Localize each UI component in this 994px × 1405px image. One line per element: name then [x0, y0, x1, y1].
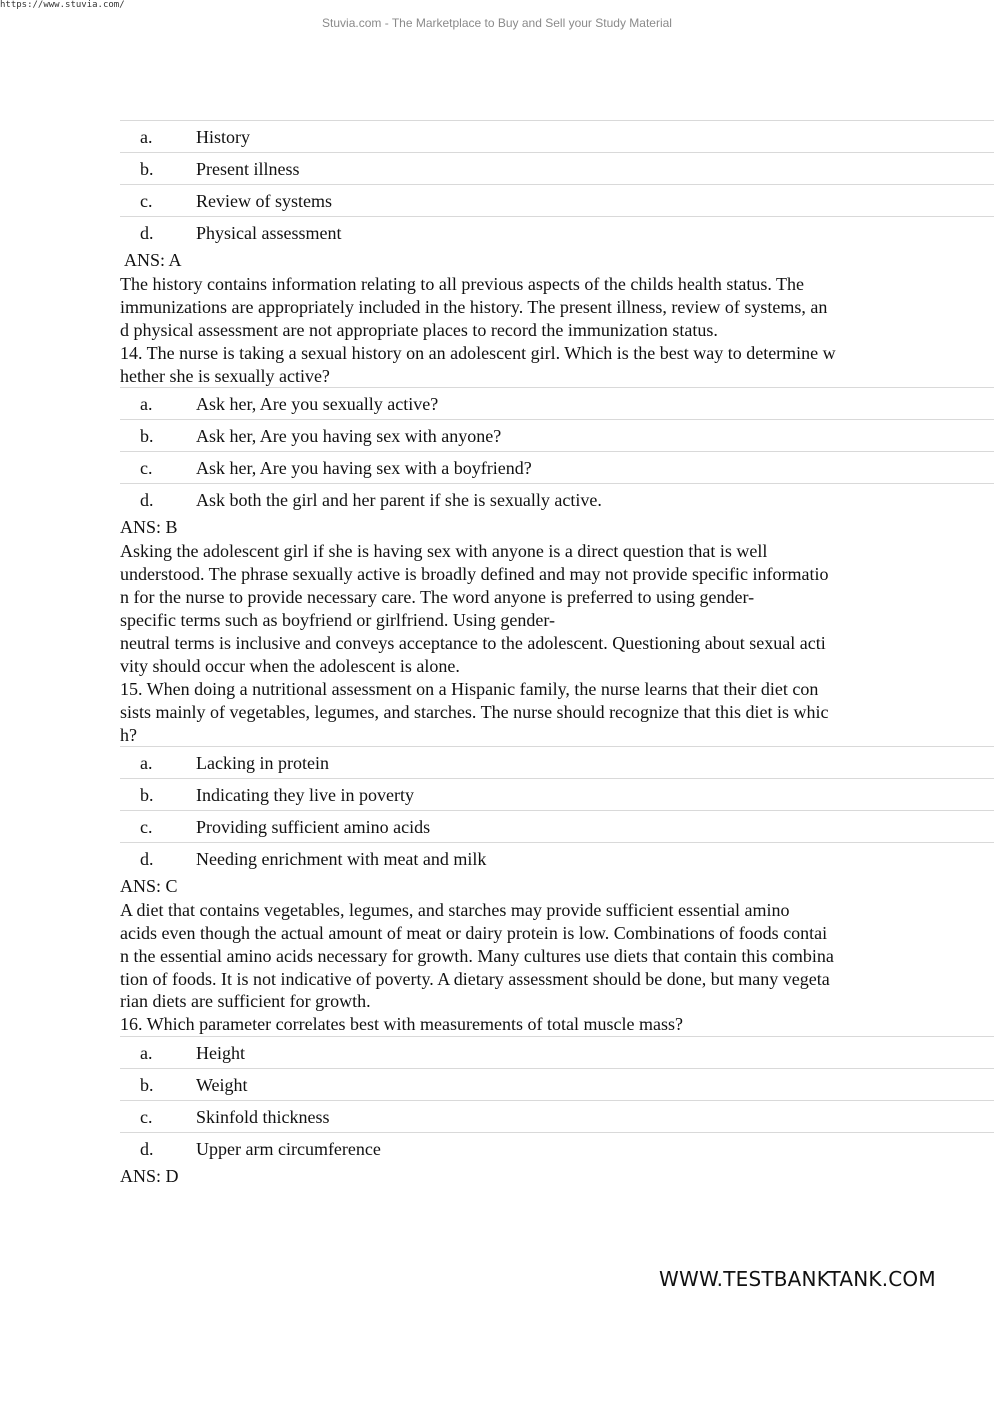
- answer-key: ANS: C: [120, 876, 178, 896]
- option-text: Upper arm circumference: [196, 1139, 381, 1159]
- option-row: [120, 746, 994, 778]
- option-text: Needing enrichment with meat and milk: [196, 849, 487, 869]
- option-row: [120, 120, 994, 152]
- option-text: Weight: [196, 1075, 248, 1095]
- option-letter: c.: [140, 817, 153, 837]
- option-letter: c.: [140, 1107, 153, 1127]
- option-row: [120, 451, 994, 483]
- answer-key: ANS: B: [120, 517, 178, 537]
- option-letter: b.: [140, 1075, 154, 1095]
- option-row: [120, 842, 994, 874]
- option-text: Skinfold thickness: [196, 1107, 330, 1127]
- option-letter: d.: [140, 223, 154, 243]
- rationale-line: n for the nurse to provide necessary care. The word anyone is preferred to using gender-: [120, 587, 755, 607]
- option-letter: a.: [140, 127, 153, 147]
- site-header: Stuvia.com - The Marketplace to Buy and Sell your Study Material: [322, 16, 672, 30]
- option-text: Present illness: [196, 159, 300, 179]
- question-text: sists mainly of vegetables, legumes, and starches. The nurse should recognize that this diet is whic: [120, 702, 829, 722]
- rationale-line: rian diets are sufficient for growth.: [120, 991, 371, 1011]
- option-text: Providing sufficient amino acids: [196, 817, 431, 837]
- option-row: [120, 1132, 994, 1164]
- option-letter: a.: [140, 753, 153, 773]
- rationale-line: d physical assessment are not appropriate places to record the immunization status.: [120, 320, 718, 340]
- option-letter: b.: [140, 159, 154, 179]
- option-row: [120, 152, 994, 184]
- rationale-line: understood. The phrase sexually active is broadly defined and may not provide specific informatio: [120, 564, 829, 584]
- rationale-line: neutral terms is inclusive and conveys acceptance to the adolescent. Questioning about sexual acti: [120, 633, 826, 653]
- rationale-line: n the essential amino acids necessary for growth. Many cultures use diets that contain this combina: [120, 946, 834, 966]
- answer-key: ANS: D: [120, 1166, 179, 1186]
- option-row: [120, 387, 994, 419]
- option-text: Ask her, Are you having sex with a boyfriend?: [196, 458, 532, 478]
- option-letter: a.: [140, 394, 153, 414]
- option-letter: a.: [140, 1043, 153, 1063]
- option-letter: d.: [140, 849, 154, 869]
- rationale-line: specific terms such as boyfriend or girlfriend. Using gender-: [120, 610, 556, 630]
- rationale-line: tion of foods. It is not indicative of poverty. A dietary assessment should be done, but many vegeta: [120, 969, 830, 989]
- option-row: [120, 184, 994, 216]
- option-row: [120, 1100, 994, 1132]
- option-letter: b.: [140, 426, 154, 446]
- option-text: Ask both the girl and her parent if she is sexually active.: [196, 490, 602, 510]
- option-letter: d.: [140, 1139, 154, 1159]
- option-text: History: [196, 127, 250, 147]
- option-text: Lacking in protein: [196, 753, 329, 773]
- option-letter: c.: [140, 191, 153, 211]
- option-row: [120, 778, 994, 810]
- question-text: 15. When doing a nutritional assessment on a Hispanic family, the nurse learns that their diet con: [120, 679, 819, 699]
- question-text: 16. Which parameter correlates best with measurements of total muscle mass?: [120, 1014, 683, 1034]
- option-text: Ask her, Are you sexually active?: [196, 394, 439, 414]
- option-text: Ask her, Are you having sex with anyone?: [196, 426, 502, 446]
- source-url[interactable]: https://www.stuvia.com/: [0, 0, 125, 10]
- rationale-line: acids even though the actual amount of meat or dairy protein is low. Combinations of foods contai: [120, 923, 828, 943]
- option-row: [120, 1036, 994, 1068]
- option-row: [120, 810, 994, 842]
- rationale-line: Asking the adolescent girl if she is having sex with anyone is a direct question that is well: [120, 541, 768, 561]
- option-row: [120, 216, 994, 248]
- rationale-line: immunizations are appropriately included in the history. The present illness, review of systems, an: [120, 297, 828, 317]
- option-text: Height: [196, 1043, 245, 1063]
- option-letter: d.: [140, 490, 154, 510]
- option-letter: c.: [140, 458, 153, 478]
- rationale-line: A diet that contains vegetables, legumes, and starches may provide sufficient essential amino: [120, 900, 790, 920]
- footer-brand[interactable]: WWW.TESTBANKTANK.COM: [659, 1267, 936, 1291]
- option-row: [120, 483, 994, 515]
- rationale-line: The history contains information relating to all previous aspects of the childs health status. The: [120, 274, 805, 294]
- option-text: Physical assessment: [196, 223, 342, 243]
- option-row: [120, 419, 994, 451]
- rationale-line: vity should occur when the adolescent is alone.: [120, 656, 460, 676]
- option-letter: b.: [140, 785, 154, 805]
- question-text: h?: [120, 725, 137, 745]
- option-text: Review of systems: [196, 191, 332, 211]
- option-row: [120, 1068, 994, 1100]
- question-text: 14. The nurse is taking a sexual history on an adolescent girl. Which is the best way to determine w: [120, 343, 836, 363]
- question-text: hether she is sexually active?: [120, 366, 330, 386]
- answer-key: ANS: A: [124, 250, 182, 270]
- option-text: Indicating they live in poverty: [196, 785, 414, 805]
